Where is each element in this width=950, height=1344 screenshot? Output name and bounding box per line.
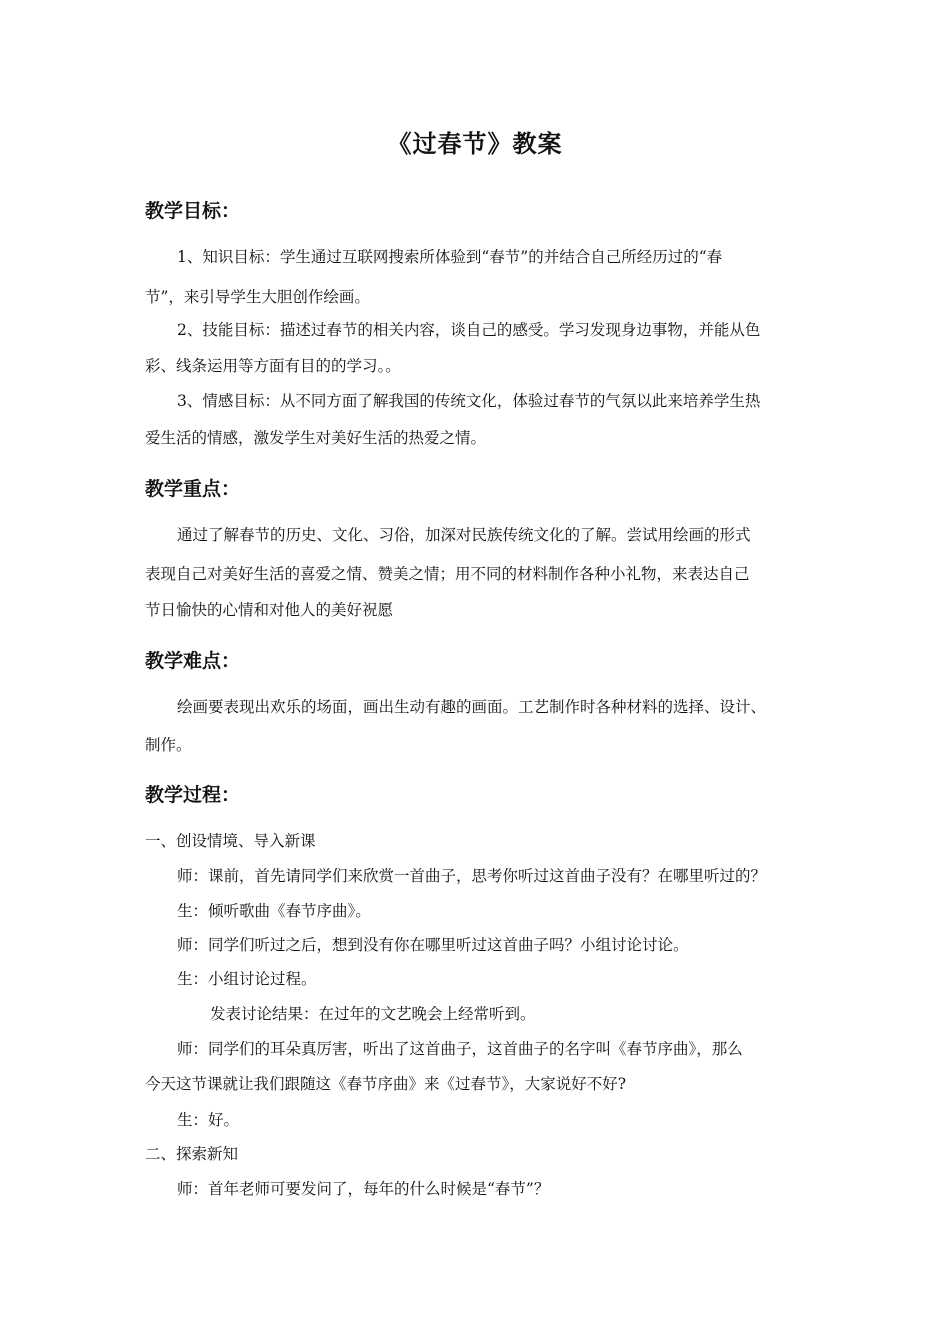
paragraph-line: 2、技能目标：描述过春节的相关内容，谈自己的感受。学习发现身边事物，并能从色 <box>177 321 761 339</box>
paragraph-line: 节”，来引导学生大胆创作绘画。 <box>145 288 370 306</box>
dialogue-line: 师：课前，首先请同学们来欣赏一首曲子，思考你听过这首曲子没有？在哪里听过的？ <box>177 867 767 885</box>
paragraph-line: 二、探索新知 <box>145 1145 239 1163</box>
section-heading-key-points: 教学重点： <box>145 478 241 500</box>
dialogue-line: 今天这节课就让我们跟随这《春节序曲》来《过春节》，大家说好不好? <box>145 1075 627 1093</box>
dialogue-line: 生：倾听歌曲《春节序曲》。 <box>177 902 371 920</box>
paragraph-line: 制作。 <box>145 736 192 754</box>
paragraph-line: 彩、线条运用等方面有目的的学习。。 <box>145 357 401 375</box>
dialogue-line: 发表讨论结果：在过年的文艺晚会上经常听到。 <box>210 1005 536 1023</box>
paragraph-line: 3、情感目标：从不同方面了解我国的传统文化，体验过春节的气氛以此来培养学生热 <box>177 392 761 410</box>
dialogue-line: 师：同学们听过之后，想到没有你在哪里听过这首曲子吗？小组讨论讨论。 <box>177 936 689 954</box>
dialogue-line: 生：好。 <box>177 1111 240 1129</box>
paragraph-line: 绘画要表现出欢乐的场面，画出生动有趣的画面。工艺制作时各种材料的选择、设计、 <box>177 698 767 716</box>
dialogue-line: 生：小组讨论过程。 <box>177 970 317 988</box>
paragraph-line: 爱生活的情感，激发学生对美好生活的热爱之情。 <box>145 429 487 447</box>
section-heading-difficulties: 教学难点： <box>145 650 241 672</box>
dialogue-line: 师：同学们的耳朵真厉害，听出了这首曲子，这首曲子的名字叫《春节序曲》，那么 <box>177 1040 743 1058</box>
paragraph-line: 表现自己对美好生活的喜爱之情、赞美之情；用不同的材料制作各种小礼物，来表达自己 <box>145 565 750 583</box>
paragraph-line: 通过了解春节的历史、文化、习俗，加深对民族传统文化的了解。尝试用绘画的形式 <box>177 526 751 544</box>
paragraph-line: 一、创设情境、导入新课 <box>145 832 316 850</box>
dialogue-line: 师：首年老师可要发问了，每年的什么时候是“春节”？ <box>177 1180 550 1198</box>
section-heading-goals: 教学目标： <box>145 200 241 222</box>
paragraph-line: 节日愉快的心情和对他人的美好祝愿 <box>145 601 394 619</box>
paragraph-line: 1、知识目标：学生通过互联网搜索所体验到“春节”的并结合自己所经历过的“春 <box>177 248 723 266</box>
section-heading-process: 教学过程： <box>145 784 241 806</box>
document-title: 《过春节》教案 <box>387 129 563 158</box>
